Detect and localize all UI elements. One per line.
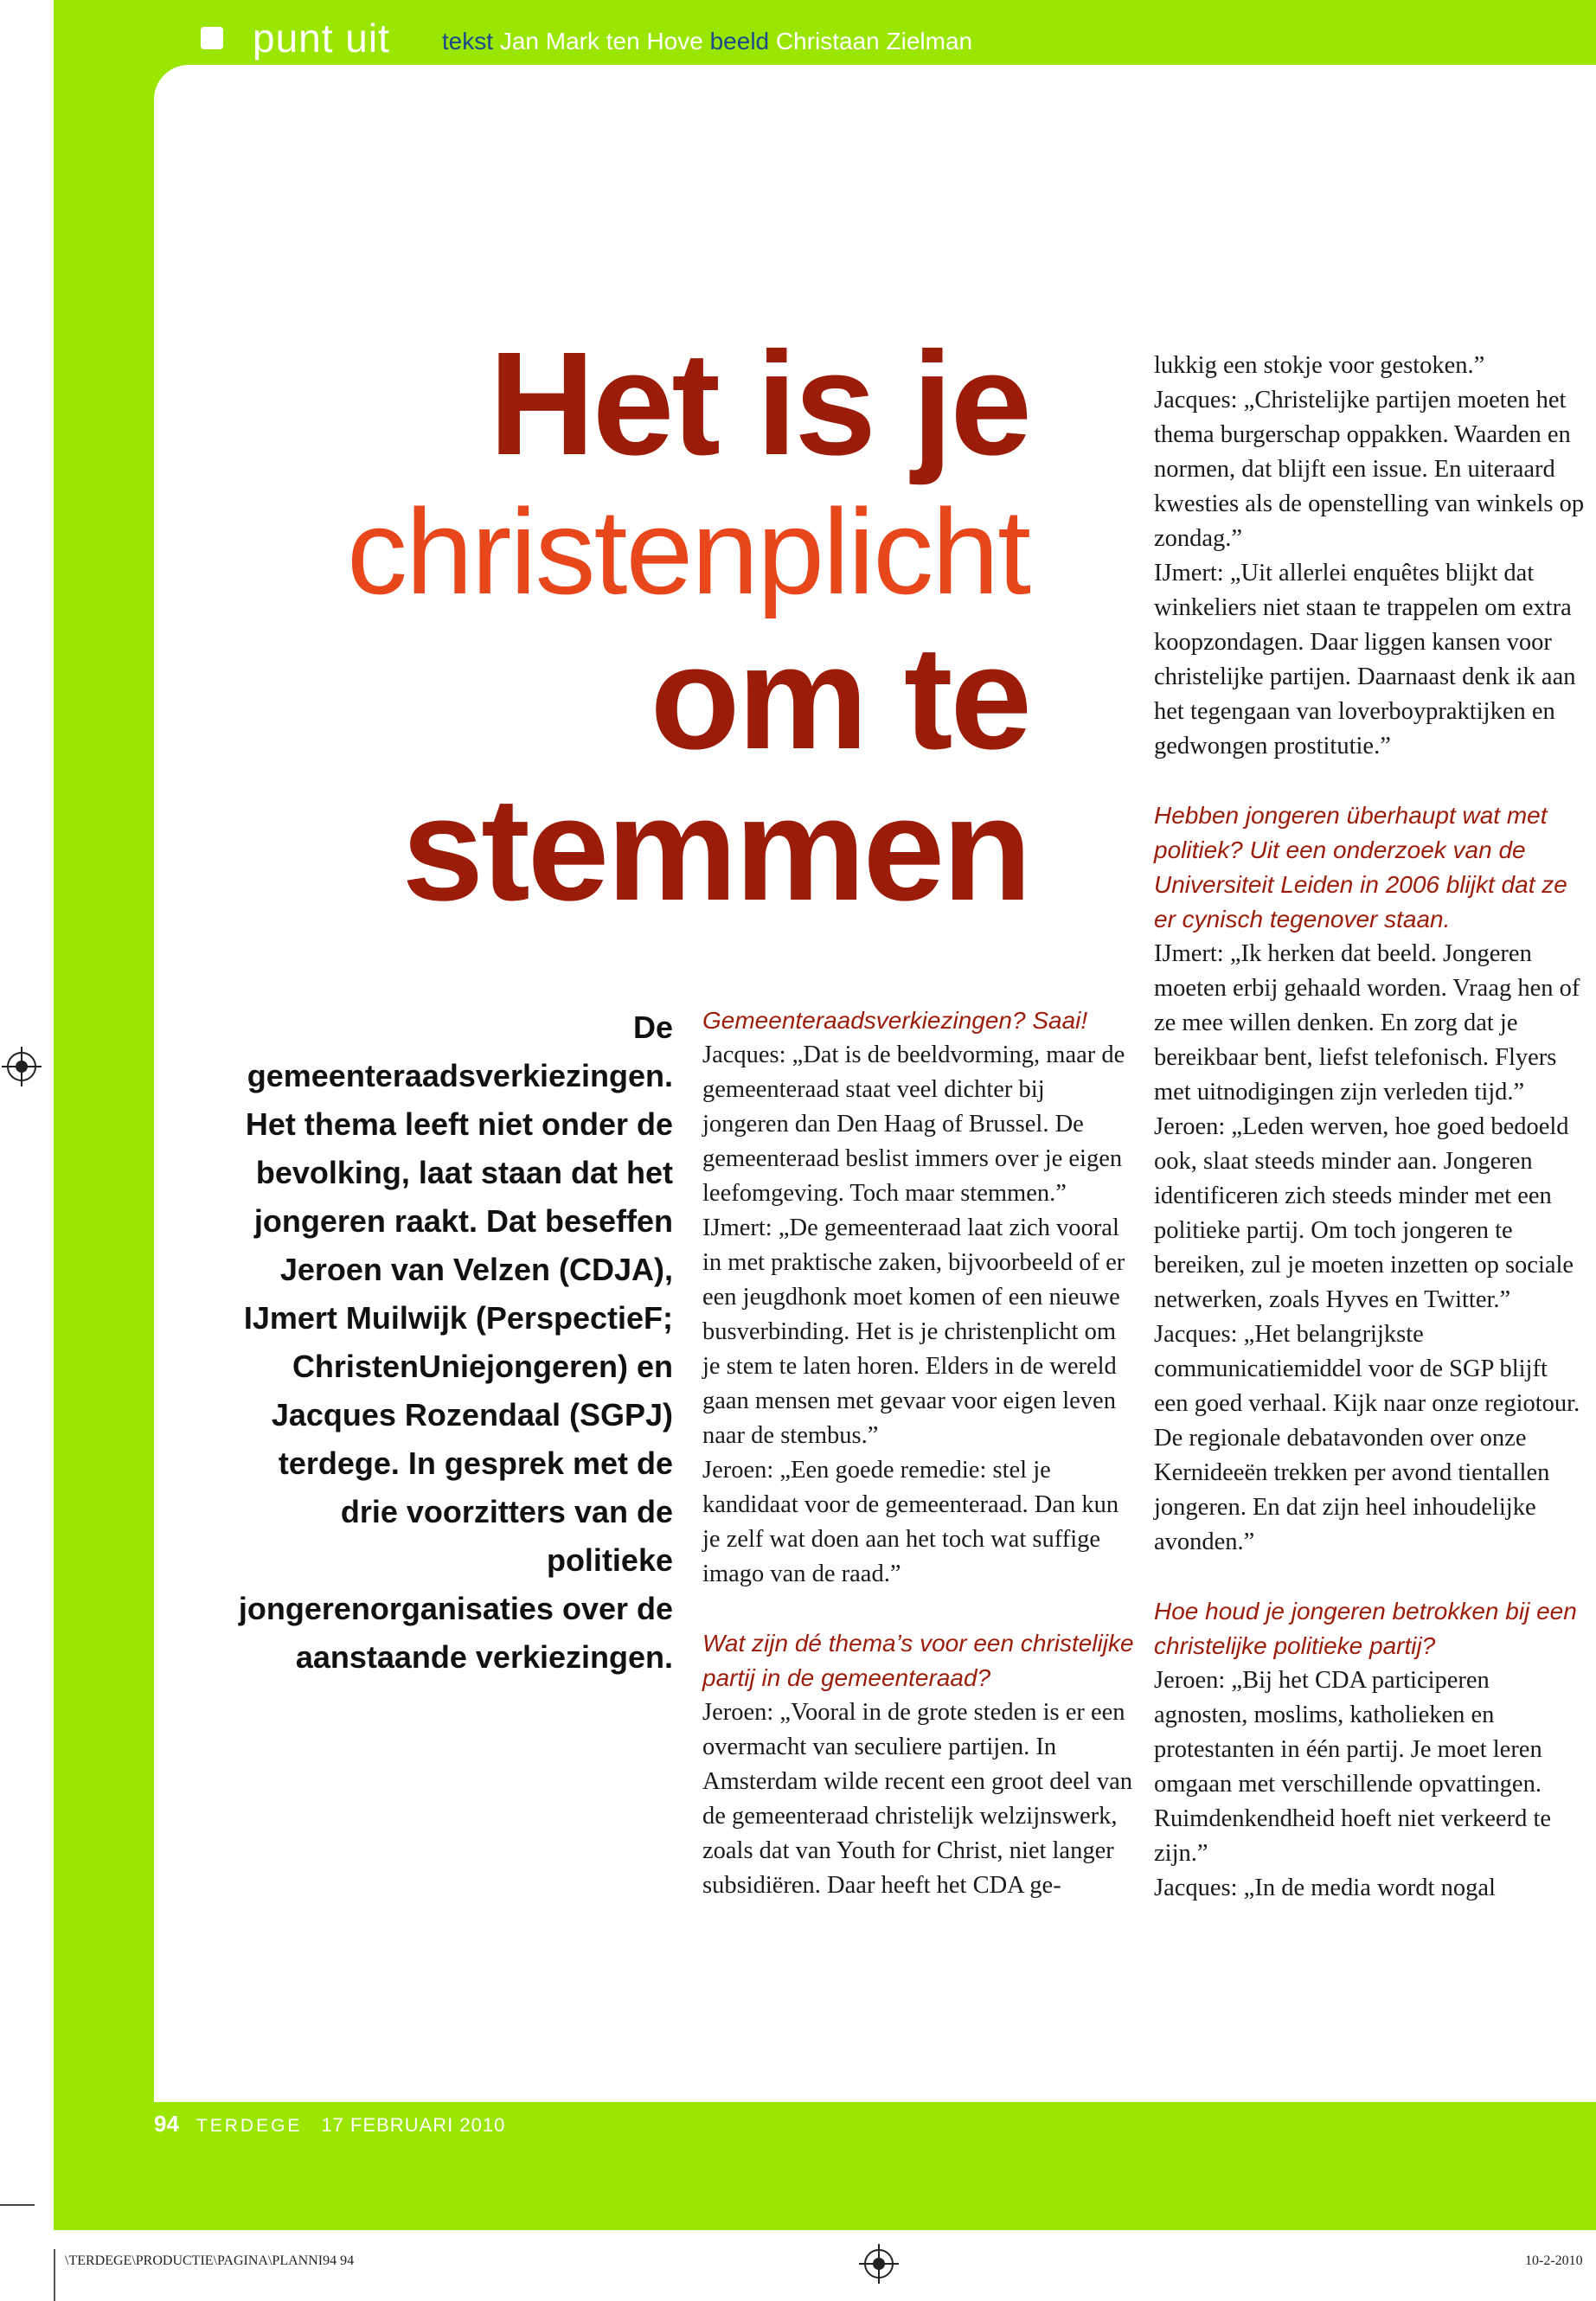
paragraph: Jeroen: „Een goede remedie: stel je kandidaat voor de gemeenteraad. Dan kun je zelf wat doen aan het toch wat suffige imago van de raad.”	[702, 1457, 1119, 1587]
paragraph: Jacques: „In de media wordt nogal	[1154, 1875, 1496, 1901]
headline-line-1: Het is je	[489, 322, 1029, 486]
credits	[442, 28, 972, 55]
paragraph: lukkig een stokje voor gestoken.”	[1154, 352, 1485, 379]
section-header	[201, 12, 972, 64]
article-column-middle	[702, 1003, 1135, 1903]
registration-mark-icon	[864, 2249, 894, 2279]
crop-mark-vertical	[54, 2249, 55, 2301]
credit-author: Jan Mark ten Hove	[499, 28, 703, 54]
magazine-name: TERDEGE	[195, 2116, 303, 2136]
print-slug-date: 10-2-2010	[1525, 2253, 1583, 2268]
question: Wat zijn dé thema’s voor een christelijke partij in de gemeenteraad?	[702, 1630, 1134, 1691]
headline	[260, 322, 1029, 932]
paragraph: IJmert: „De gemeenteraad laat zich vooral in met praktische zaken, bijvoorbeeld of er een jeugdhonk moet komen of een nieuwe busverbinding. Het is je christenplicht om je stem te laten horen. Elders in de wereld gaan mensen met gevaar voor eigen leven naar de stembus.”	[702, 1215, 1125, 1449]
headline-line-3: om te	[650, 616, 1029, 780]
credit-label-photo: beeld	[709, 28, 770, 54]
crop-mark	[0, 2204, 35, 2206]
headline-line-4: stemmen	[401, 767, 1029, 932]
article-column-right	[1154, 349, 1586, 1906]
square-bullet-icon	[201, 27, 223, 49]
headline-line-2: christenplicht	[346, 484, 1029, 619]
credit-label-text: tekst	[441, 28, 494, 54]
page-number: 94	[154, 2111, 179, 2137]
paragraph: Jacques: „Christelijke partijen moeten het thema burgerschap oppakken. Waarden en normen, dat blijft een issue. En uiteraard kwesties als de openstelling van winkels op zondag.”	[1154, 387, 1585, 552]
paragraph: Jacques: „Het belangrijkste communicatiemiddel voor de SGP blijft een goed verhaal. Kijk naar onze regiotour. De regionale debatavonden over onze Kernideeën trekken per avond tientallen jongeren. En dat zijn heel inhoudelijke avonden.”	[1154, 1321, 1580, 1555]
page-footer	[154, 2111, 505, 2138]
paragraph: Jeroen: „Vooral in de grote steden is er een overmacht van seculiere partijen. In Amsterdam wilde recent een groot deel van de gemeenteraad christelijk welzijnswerk, zoals dat van Youth for Christ, niet langer subsidiëren. Daar heeft het CDA ge-	[702, 1699, 1132, 1899]
print-slug-path: \TERDEGE\PRODUCTIE\PAGINA\PLANNI94 94	[65, 2253, 355, 2268]
question: Gemeenteraadsverkiezingen? Saai!	[702, 1007, 1088, 1034]
intro-lead: De gemeenteraadsverkiezingen. Het thema leeft niet onder de bevolking, laat staan dat het jongeren raakt. Dat beseffen Jeroen van Velzen (CDJA), IJmert Muilwijk (PerspectieF; ChristenUniejongeren) en Jacques Rozendaal (SGPJ) terdege. In gesprek met de drie voorzitters van de politieke jongerenorganisaties over de aanstaande verkiezingen.	[238, 1009, 673, 1675]
registration-mark-icon	[7, 1052, 36, 1081]
paragraph: Jeroen: „Leden werven, hoe goed bedoeld ook, slaat steeds minder aan. Jongeren identificeren zich steeds minder met een politieke partij. Om toch jongeren te bereiken, zul je moeten inzetten op sociale netwerken, zoals Hyves en Twitter.”	[1154, 1113, 1574, 1313]
section-title: punt uit	[253, 16, 390, 61]
credit-photographer: Christaan Zielman	[775, 28, 973, 54]
question: Hebben jongeren überhaupt wat met politiek? Uit een onderzoek van de Universiteit Leiden in 2006 blijkt dat ze er cynisch tegenover staan.	[1154, 802, 1567, 933]
question: Hoe houd je jongeren betrokken bij een christelijke politieke partij?	[1154, 1598, 1577, 1659]
issue-date: 17 FEBRUARI 2010	[321, 2114, 506, 2136]
paragraph: IJmert: „Uit allerlei enquêtes blijkt dat winkeliers niet staan te trappelen om extra koopzondagen. Daar liggen kansen voor christelijke partijen. Daarnaast denk ik aan het tegengaan van loverboypraktijken en gedwongen prostitutie.”	[1154, 560, 1576, 760]
paragraph: Jeroen: „Bij het CDA participeren agnosten, moslims, katholieken en protestanten in één partij. Je moet leren omgaan met verschillende opvattingen. Ruimdenkendheid hoeft niet verkeerd te zijn.”	[1154, 1667, 1552, 1867]
paragraph: Jacques: „Dat is de beeldvorming, maar de gemeenteraad staat veel dichter bij jongeren dan Den Haag of Brussel. De gemeenteraad beslist immers over je eigen leefomgeving. Toch maar stemmen.”	[702, 1042, 1125, 1207]
paragraph: IJmert: „Ik herken dat beeld. Jongeren moeten erbij gehaald worden. Vraag hen of ze mee willen denken. En zorg dat je bereikbaar bent, liefst telefonisch. Flyers met uitnodigingen zijn verleden tijd.”	[1154, 940, 1580, 1106]
